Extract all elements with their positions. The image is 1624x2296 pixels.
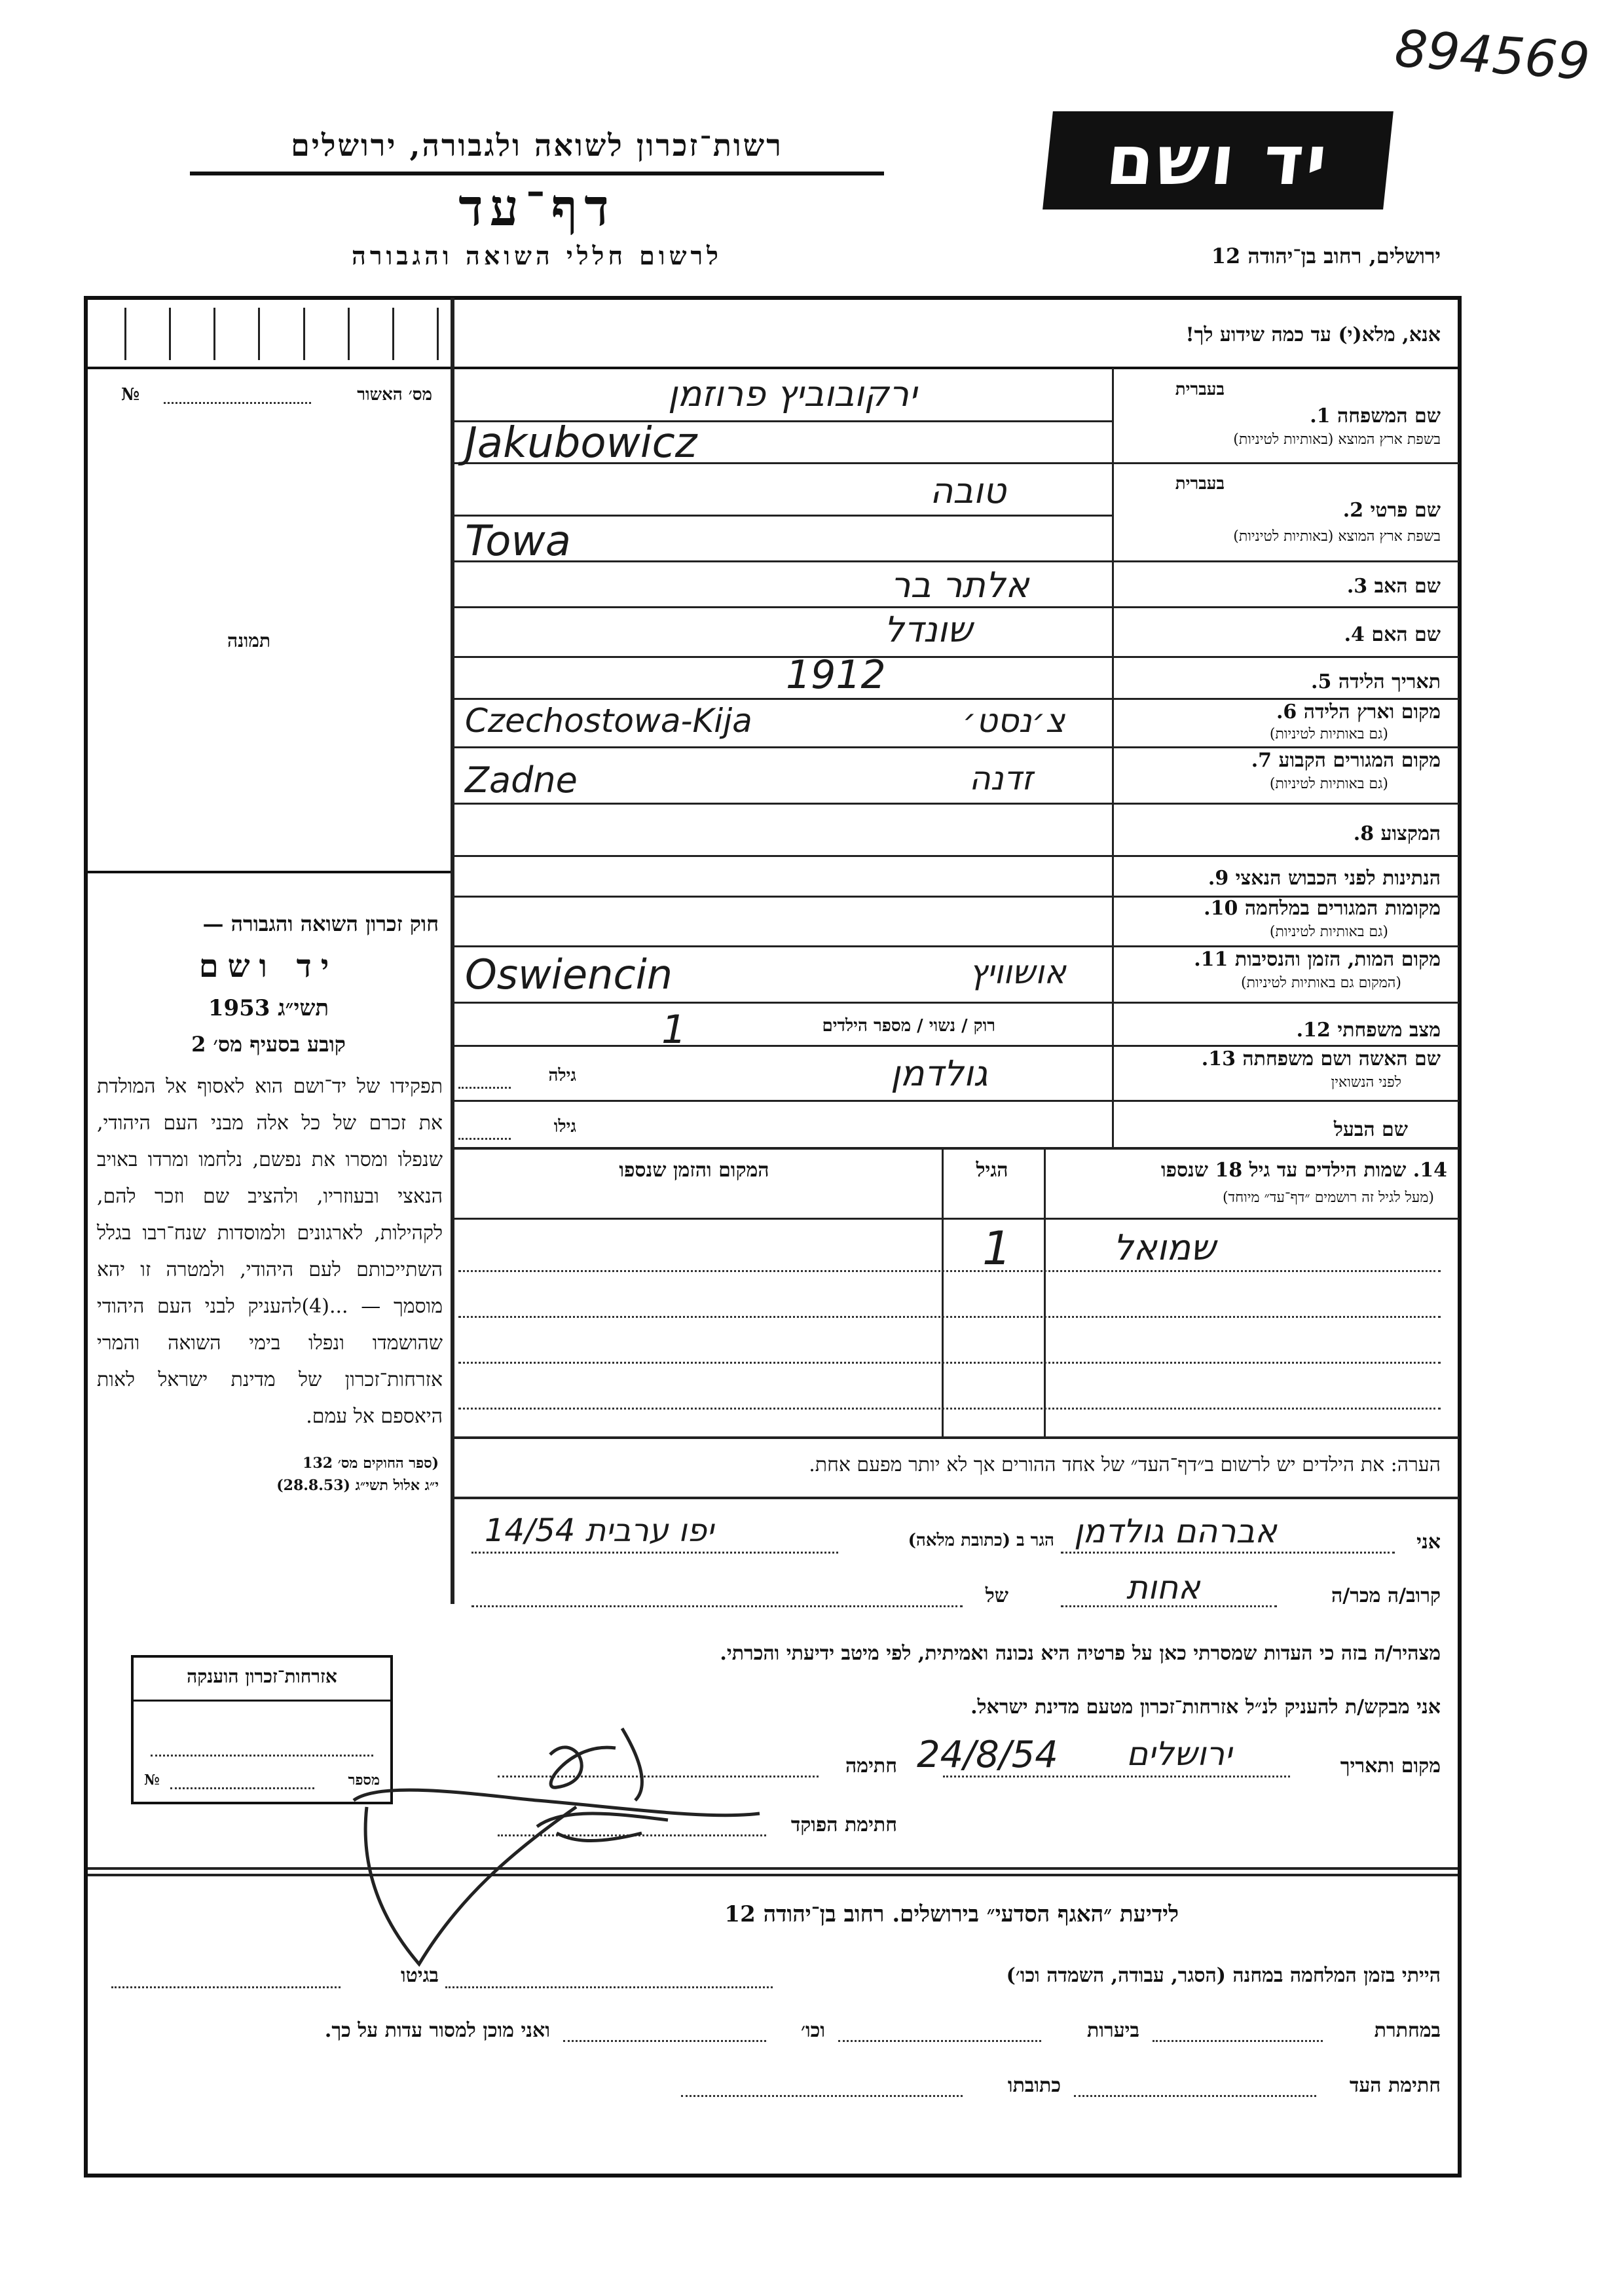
hw-child-name: שמואל [1113,1227,1216,1268]
form-title: דף־עד [458,178,616,238]
yad-vashem-logo [1043,111,1393,210]
hw-witness-address: יפו ערבית 14/54 [485,1512,714,1549]
field-11-label: מקום המות, הזמן והנסיבות 11. [1194,948,1441,971]
etc-field[interactable] [563,2040,766,2042]
hw-witness-name: אברהם גולדמן [1074,1512,1277,1550]
form-intro: אנא, מלא(י) עד כמה שידוע לך! [1185,323,1441,346]
field-1-label: שם המשפחה 1. [1310,405,1441,428]
footer-underground: במחתרת [1374,2019,1441,2042]
field-1-hebrew-tag: בעברית [1175,380,1225,399]
field-8-rule [454,855,1459,857]
children-row-1[interactable] [458,1270,1441,1272]
form-subtitle: לרשום חללי השואה והגבורה [352,241,722,270]
footer-separator-2 [88,1874,1458,1876]
signature-scribble [341,1702,799,1990]
wife-age-field[interactable] [458,1087,511,1089]
husband-age-field[interactable] [458,1138,511,1140]
field-10-rule [454,945,1459,947]
declaration-i-am: אני [1416,1531,1441,1554]
declarant-address-field[interactable] [471,1552,838,1554]
field-13-label: שם האשה ושם משפחתה 13. [1201,1048,1441,1070]
field-2-bottom-rule [454,560,1459,562]
field-2-label: שם פרטי 2. [1342,499,1441,522]
declaration-statement: מצהיר/ה בזה כי העדות שמסרתי כאן על פרטיה היא נכונה ואמיתית, לפי מיטב ידיעתי והכרתי. [720,1642,1441,1665]
footer-ghetto: בגיטו [400,1964,439,1987]
approval-separator [88,367,451,369]
field-3-label: שם האב 3. [1346,575,1441,598]
official-signature-label: חתימת הפוקד [790,1813,897,1836]
header-address: ירושלים, רחוב בן־יהודה 12 [1211,244,1441,268]
place-date-label: מקום ותאריך [1340,1755,1441,1777]
approval-field[interactable] [164,402,311,404]
witness-signature-field[interactable] [1074,2095,1316,2097]
field-4-label: שם האם 4. [1344,623,1441,646]
field-11-rule [454,1002,1459,1004]
field-13-rule [454,1100,1459,1102]
children-header-rule [454,1218,1459,1220]
marital-options: רוק / נשוי / מספר הילדים [822,1016,995,1036]
field-6-rule [454,746,1459,748]
underground-field[interactable] [1153,2040,1323,2042]
husband-age-label: גילו [553,1117,576,1137]
photo-label: תמונה [227,630,271,651]
hw-wife-name: גולדמן [891,1053,988,1094]
hw-first-latin: Towa [465,517,571,566]
declaration-relative: קרוב/ה מכר/ה [1331,1584,1441,1607]
hw-death-hebrew: אושוויץ [969,953,1066,991]
field-12-label: מצב משפחתי 12. [1296,1019,1441,1042]
camp-field[interactable] [445,1986,773,1988]
field-10-note: (גם באותיות לטיניות) [1269,924,1388,940]
field-2-mid-rule [454,515,1112,517]
remark-rule [454,1497,1459,1499]
children-remark: הערה: את הילדים יש לרשום ב״דף־העד״ של אחד ההורים אך לא יותר מפעם אחת. [809,1453,1441,1476]
law-body: תפקידו של יד־ושם הוא לאסוף אל המולדת את זכרם של כל אלה מבני העם היהודי, שנפלו ומסרו את נפשם, נלחמו ומרדו באויב הנאצי ובעוזריו, ולהציב שם וזכר להם, לקהילות, לארגונים ולמוסדות שנח־רבו בגלל השתייכותם לעם היהודי, ולמטרה זו יהא מוסמך — ...(4)להעניק לבני העם היהודי שהושמדו ונפלו בימי השואה והמרי אזרחות־זכרון של מדינת ישראל לאות היאספם אל עמם. [97,1075,443,1428]
footer-address: כתובתו [1007,2074,1061,2097]
footer-line-1: הייתי בזמן המלחמה במחנה (הסגר, עבודה, השמדה וכו׳) [1006,1964,1441,1987]
hw-date: 24/8/54 [917,1734,1058,1776]
field-1-origin-note: בשפת ארץ המוצא (באותיות לטיניות) [1233,431,1441,448]
forests-field[interactable] [838,2040,1041,2042]
hw-birth-year: 1912 [786,652,886,698]
hw-surname-latin: Jakubowicz [465,419,697,467]
field-5-rule [454,698,1459,700]
field-8-label: המקצוע 8. [1353,822,1441,845]
field-9-label: הנתינות לפני הכבוש הנאצי 9. [1208,867,1441,890]
declaration-residing: הגר ב (כתובת מלאה) [908,1531,1054,1550]
authority-underline [190,172,884,175]
field-3-rule [454,606,1459,608]
ghetto-field[interactable] [111,1986,341,1988]
hw-surname-hebrew: ירקובוביץ פרוזמן [668,373,917,414]
hw-child-age: 1 [982,1222,1012,1275]
children-header: 14. שמות הילדים עד גיל 18 שנספו [1160,1159,1447,1182]
citizenship-number-field[interactable] [170,1787,314,1789]
field-5-label: תאריך הלידה 5. [1311,670,1441,693]
hw-residence-latin: Zadne [465,759,578,801]
hw-residence-hebrew: זדנה [969,759,1033,797]
field-12-rule [454,1045,1459,1047]
footer-etc: וכו׳ [801,2019,825,2042]
children-note: (מעל לגיל זה רושמים ״דף־עד״ מיוחד) [1222,1190,1434,1206]
citizenship-title-underline [131,1700,393,1702]
wife-age-label: גילה [548,1066,576,1085]
authority-name: רשות־זכרון לשואה ולגבורה, ירושלים [291,128,783,163]
children-row-4[interactable] [458,1408,1441,1410]
citizenship-title: אזרחות־זכרון הוענקה [187,1666,337,1687]
declarant-name-field[interactable] [1061,1552,1395,1554]
left-column-divider [451,298,454,1604]
footer-ready: ואני מוכן למסור עדות על כך. [324,2019,550,2042]
field-4-rule [454,656,1459,658]
law-reference-1: (ספר החוקים מס׳ 132 [303,1455,439,1472]
signature-label: חתימה [845,1755,897,1777]
hw-birthplace-hebrew: צ׳נסט׳ [963,702,1065,740]
law-section: קובע בסעיף מס׳ 2 [191,1032,346,1057]
citizenship-number-sign: № [144,1772,160,1789]
witness-address-field[interactable] [681,2095,963,2097]
children-col-1 [1044,1148,1046,1436]
hw-place: ירושלים [1126,1735,1232,1773]
hw-birthplace-latin: Czechostowa-Kija [465,702,752,740]
footer-notice: לידיעת ״האגף הסדעי״ בירושלים. רחוב בן־יהודה 12 [724,1901,1179,1927]
logo-text: יד ושם [1103,120,1333,200]
footer-separator-1 [88,1867,1458,1870]
hw-first-hebrew: טובה [930,470,1006,511]
field-13-note: לפני הנשואין [1331,1074,1401,1091]
archive-number: 894569 [1393,19,1592,92]
husband-label: שם הבעל [1333,1118,1408,1141]
intro-separator [454,367,1459,369]
law-reference-2: י״ג אלול תשי״ג (28.8.53) [276,1477,439,1494]
children-row-2[interactable] [458,1316,1441,1318]
law-heading: חוק זכרון השואה והגבורה — [202,911,439,936]
relation-of-field[interactable] [471,1605,963,1607]
approval-label: מס׳ האשור [357,385,432,405]
approval-number: № [121,385,140,405]
field-11-note: (המקום גם באותיות לטיניות) [1241,975,1401,991]
children-col-2 [942,1148,944,1436]
footer-forests: ביערות [1086,2019,1139,2042]
field-2-hebrew-tag: בעברית [1175,474,1225,494]
approval-boxes [124,308,439,360]
field-7-rule [454,803,1459,805]
children-row-3[interactable] [458,1362,1441,1364]
field-6-note: (גם באותיות לטיניות) [1269,726,1388,742]
label-column-divider [1112,368,1114,1147]
field-6-label: מקום וארץ הלידה 6. [1276,701,1441,723]
law-title: יד ושם [198,948,339,985]
law-year: תשי״ג 1953 [208,995,329,1021]
photo-separator [88,871,451,873]
footer-witness-signature: חתימת העד [1349,2074,1441,2097]
children-place-header: המקום והזמן שנספו [619,1159,769,1182]
declaration-request: אני מבקש/ת להעניק לנ״ל אזרחות־זכרון מטעם מדינת ישראל. [970,1696,1441,1719]
hw-children-count: 1 [661,1007,687,1053]
field-2-origin-note: בשפת ארץ המוצא (באותיות לטיניות) [1233,528,1441,545]
husband-rule [454,1147,1459,1150]
hw-mother: שונדל [884,609,972,650]
citizenship-line[interactable] [151,1755,373,1757]
citizenship-number-label: מספר [348,1772,380,1789]
hw-relation: אחות [1126,1569,1200,1607]
declaration-of: של [985,1584,1008,1607]
hw-father: אלתר בר [891,564,1029,606]
hw-death-latin: Oswiencin [465,951,673,998]
children-age-header: הגיל [976,1159,1008,1182]
field-7-note: (גם באותיות לטיניות) [1269,776,1388,792]
field-10-label: מקומות המגורים במלחמה 10. [1204,897,1441,920]
children-bottom-rule [454,1436,1459,1439]
field-7-label: מקום המגורים הקבוע 7. [1251,749,1441,772]
